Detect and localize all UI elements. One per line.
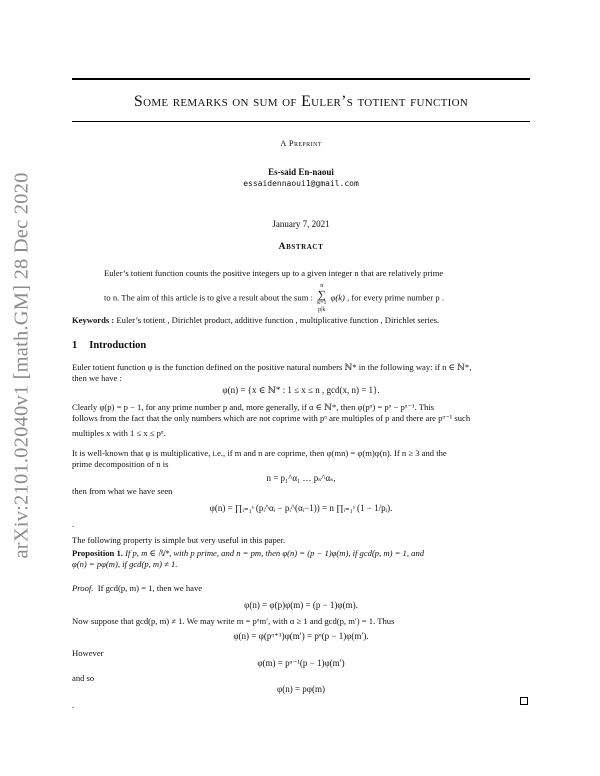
keywords-text: Euler’s totient , Dirichlet product, additive function , multiplicative function , Dirichlet series. (116, 315, 440, 325)
author-email: essaidennaoui1@gmail.com (243, 179, 359, 188)
paper-date: January 7, 2021 (272, 219, 330, 229)
section-heading (72, 340, 158, 351)
keywords-label: Keywords : (72, 315, 115, 325)
paragraph-5: The following property is simple but very useful in this paper. (72, 535, 286, 545)
equation-1: φ(n) = {x ∈ ℕ* : 1 ≤ x ≤ n , gcd(x, n) = 1}. (222, 385, 380, 395)
paragraph-8: and so (72, 673, 95, 683)
keywords (72, 315, 530, 325)
abstract-body (104, 264, 498, 314)
sum-upper: n (320, 283, 324, 289)
arxiv-side-stamp (4, 170, 40, 560)
paragraph-1 (72, 362, 530, 384)
equation-6: φ(m) = pᵅ⁻¹(p − 1)φ(m′) (257, 658, 345, 668)
equation-4: φ(n) = φ(p)φ(m) = (p − 1)φ(m). (244, 600, 358, 610)
proposition-1 (72, 548, 530, 570)
equation-2: n = p₁^α₁ … pₛ^αₛ, (266, 473, 336, 483)
arxiv-id-text: arXiv:2101.02040v1 [math.GM] 28 Dec 2020 (10, 171, 33, 559)
abstract-line-2-pre: to n. The aim of this article is to give a result about the sum : (104, 292, 313, 303)
paragraph-2-line-a: Clearly φ(p) = p − 1, for any prime number p and, more generally, if α ∈ ℕ*, then φ(pᵅ) = pᵅ − pᵅ⁻¹. This (72, 402, 435, 412)
sum-term: φ(k) (330, 292, 345, 303)
sum-condition: p|k (318, 307, 326, 313)
title-rule-top (72, 78, 530, 80)
paragraph-1-line-a: Euler totient function φ is the function defined on the positive natural numbers ℕ* in the following way: if n ∈ ℕ*, (72, 362, 472, 372)
abstract-line-2-post: , for every prime number p . (347, 292, 444, 303)
paragraph-6: Now suppose that gcd(p, m) ≠ 1. We may write m = pᵅm′, with α ≥ 1 and gcd(p, m′) = 1. Thus (72, 616, 395, 626)
proposition-line-a: If p, m ∈ ℕ*, with p prime, and n = pm, then φ(n) = (p − 1)φ(m), if gcd(p, m) = 1, and (125, 548, 425, 558)
stray-dot-1: . (72, 519, 75, 529)
proof-paragraph (72, 583, 530, 594)
proof-label: Proof. (72, 583, 94, 593)
section-number: 1 (72, 340, 78, 351)
paragraph-3-line-a: It is well-known that φ is multiplicative, i.e., if m and n are coprime, then φ(mn) = φ(m)φ(n). If n ≥ 3 and the (72, 448, 447, 458)
abstract-line-2 (104, 283, 498, 314)
stray-dot-2: . (72, 700, 75, 710)
section-title: Introduction (89, 340, 147, 351)
paragraph-4: then from what we have seen (72, 486, 173, 496)
preprint-label: A Preprint (280, 138, 322, 148)
paragraph-7: However (72, 648, 104, 658)
sum-lower: k=1 (317, 300, 327, 306)
sum-operator: n ∑ k=1 p|k (317, 283, 327, 313)
proposition-line-b: φ(n) = pφ(m), if gcd(p, m) ≠ 1. (72, 559, 178, 569)
paragraph-3 (72, 448, 530, 470)
qed-square-icon (520, 697, 528, 705)
paper-title: Some remarks on sum of Euler’s totient function (133, 93, 469, 110)
abstract-heading: Abstract (278, 242, 324, 252)
title-rule-bottom (72, 121, 530, 122)
paragraph-1-line-b: then we have : (72, 373, 122, 383)
author-name: Es-said En-naoui (268, 167, 334, 177)
equation-7: φ(n) = pφ(m) (277, 684, 325, 694)
abstract-line-1: Euler’s totient function counts the positive integers up to a given integer n that are relatively prime (104, 268, 444, 278)
proposition-label: Proposition 1. (72, 548, 123, 558)
paragraph-2-line-b: follows from the fact that the only numbers which are not coprime with pᵅ are multiples of p and there are pᵅ⁻¹ such (72, 413, 471, 423)
equation-5: φ(n) = φ(pᵅ⁺¹)φ(m′) = pᵅ(p − 1)φ(m′). (233, 631, 369, 641)
paragraph-2 (72, 402, 530, 439)
proof-line-a: If gcd(p, m) = 1, then we have (97, 583, 203, 593)
paragraph-3-line-b: prime decomposition of n is (72, 459, 169, 469)
paragraph-2-line-c: multiples x with 1 ≤ x ≤ pᵅ. (72, 428, 166, 438)
equation-3: φ(n) = ∏ᵢ₌₁ˢ (pᵢ^αᵢ − pᵢ^(αᵢ−1)) = n ∏ᵢ₌₁ˢ (1 − 1/pᵢ). (209, 503, 393, 513)
